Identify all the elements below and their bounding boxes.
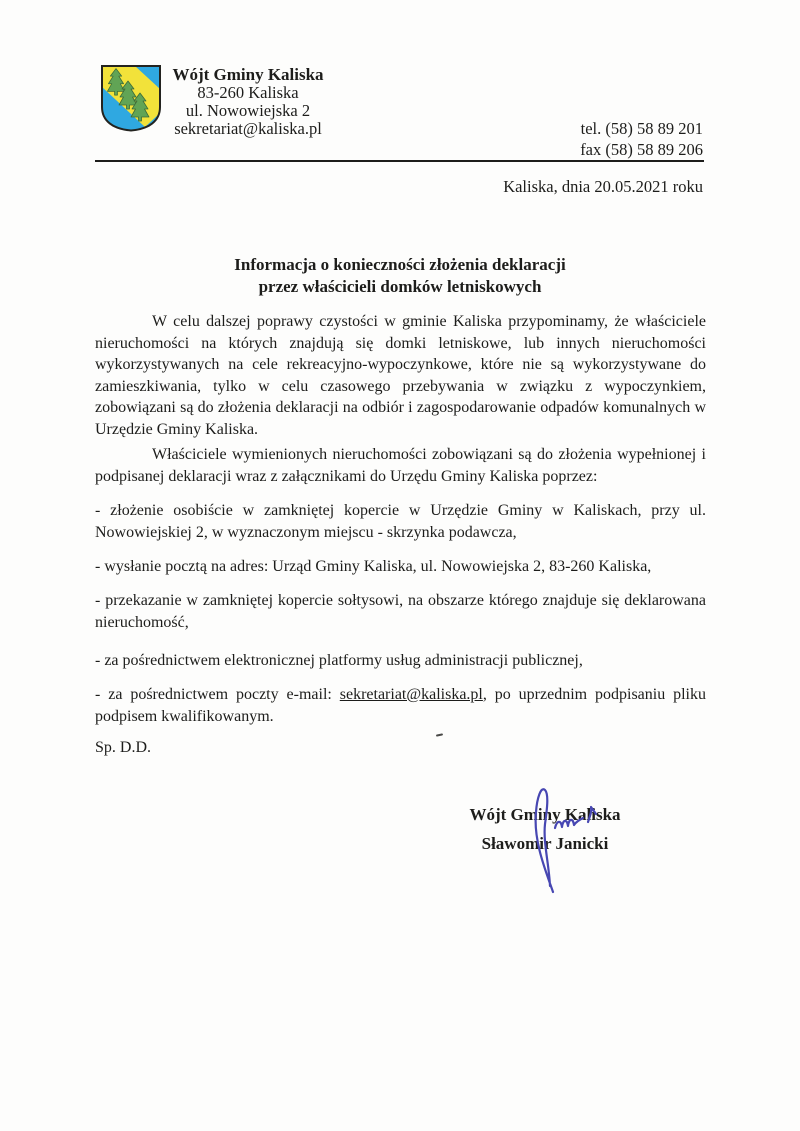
letterhead-divider: [95, 160, 704, 162]
paragraph-obligation: Właściciele wymienionych nieruchomości zobowiązani są do złożenia wypełnionej i podpisanej deklaracji wraz z załącznikami do Urzędu Gminy Kaliska poprzez:: [95, 446, 706, 485]
document-title: [0, 254, 800, 297]
org-name: Wójt Gminy Kaliska: [172, 65, 324, 84]
letterhead-contact-block: [483, 118, 703, 160]
paragraph-intro: W celu dalszej poprawy czystości w gminie Kaliska przypominamy, że właściciele nieruchomości na których znajdują się domki letniskowe, lub innych nieruchomości wykorzystywanych na cele rekreacyjno-wypoczynkowe, które nie są wykorzystywane do zamieszkiwania, tylko w celu czasowego przebywania w związku z wypoczynkiem, zobowiązani są do złożenia deklaracji na odbiór i zagospodarowanie odpadów komunalnych w Urzędzie Gminy Kaliska.: [95, 313, 706, 438]
signature-tick-stroke: [588, 807, 596, 822]
bullet-item-deliver-in-person: - złożenie osobiście w zamkniętej kopercie w Urzędzie Gminy w Kaliskach, przy ul. Nowowiejskiej 2, w wyznaczonym miejscu - skrzynka podawcza,: [95, 502, 706, 541]
letterhead-org-block: [138, 66, 358, 138]
org-postal-code: 83-260 Kaliska: [197, 83, 299, 102]
bullet-email-suffix: , po uprzednim podpisaniu pliku podpisem kwalifikowanym.: [95, 686, 707, 725]
date-line: Kaliska, dnia 20.05.2021 roku: [503, 177, 703, 196]
signer-title: Wójt Gminy Kaliska: [469, 805, 621, 824]
email-link[interactable]: sekretariat@kaliska.pl: [339, 686, 483, 703]
scan-smudge-mark: [436, 733, 443, 736]
case-reference: Sp. D.D.: [95, 739, 152, 756]
bullet-item-send-by-post: - wysłanie pocztą na adres: Urząd Gminy Kaliska, ul. Nowowiejska 2, 83-260 Kaliska,: [95, 558, 652, 575]
bullet-item-email: [95, 684, 706, 727]
document-title-line1: Informacja o konieczności złożenia deklaracji: [234, 255, 566, 274]
signature-main-stroke: [536, 789, 553, 892]
handwritten-signature: [505, 780, 615, 902]
document-title-line2: przez właścicieli domków letniskowych: [258, 276, 542, 296]
signature-squiggle-stroke: [555, 818, 583, 828]
bullet-item-epuap-platform: - za pośrednictwem elektronicznej platformy usług administracji publicznej,: [95, 652, 583, 669]
signer-name: Sławomir Janicki: [481, 834, 609, 853]
tel-line: tel. (58) 58 89 201: [580, 119, 703, 138]
fax-line: fax (58) 58 89 206: [580, 140, 703, 159]
org-email: sekretariat@kaliska.pl: [174, 119, 322, 138]
bullet-email-prefix: - za pośrednictwem poczty e-mail:: [95, 686, 340, 703]
bullet-item-hand-to-soltys: - przekazanie w zamkniętej kopercie sołtysowi, na obszarze którego znajduje się deklarowana nieruchomość,: [95, 592, 706, 631]
org-street: ul. Nowowiejska 2: [185, 101, 311, 120]
